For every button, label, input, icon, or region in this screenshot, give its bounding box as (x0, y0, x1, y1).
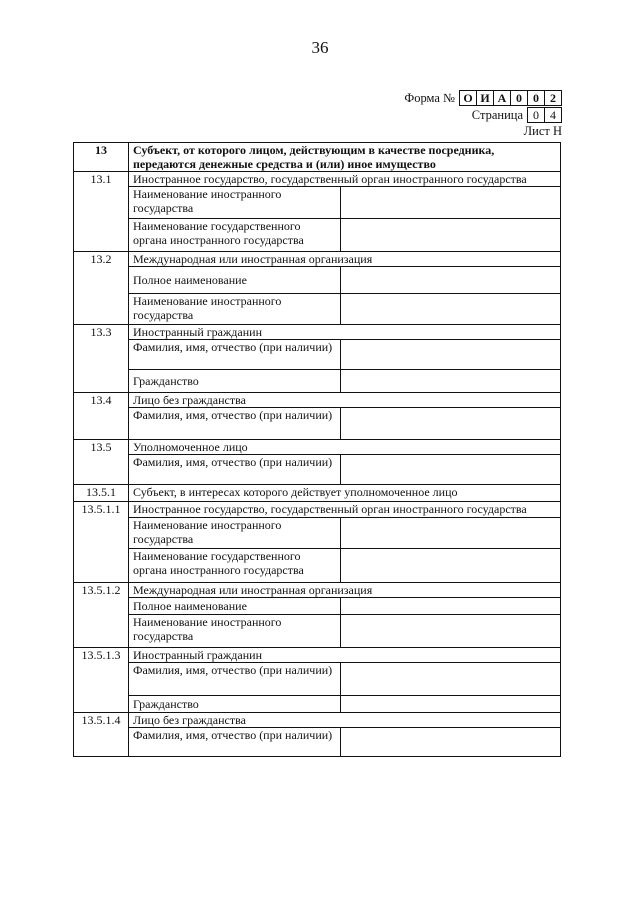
page-indicator (472, 107, 562, 123)
table-header-row (74, 143, 561, 172)
field-value-input[interactable] (341, 219, 561, 252)
field-value-input[interactable] (341, 408, 561, 440)
section-row (74, 172, 561, 187)
field-row (74, 187, 561, 219)
section-number: 13.5 (74, 440, 129, 485)
section-number: 13.5.1 (74, 485, 129, 502)
section-title: Иностранный гражданин (129, 648, 561, 663)
section-title: Иностранное государство, государственный орган иностранного государства (129, 172, 561, 187)
section-title: Иностранное государство, государственный орган иностранного государства (129, 502, 561, 518)
form-code-cell: 0 (527, 91, 544, 105)
section-row (74, 485, 561, 502)
field-row (74, 340, 561, 370)
form-number-label: Форма № (404, 90, 455, 105)
page-number: 36 (311, 38, 329, 57)
section-title: Иностранный гражданин (129, 325, 561, 340)
field-label: Наименование иностранного государства (129, 615, 341, 648)
field-value-input[interactable] (341, 455, 561, 485)
field-label: Наименование государственного органа иностранного государства (129, 219, 341, 252)
section-number: 13.5.1.3 (74, 648, 129, 713)
section-row (74, 713, 561, 728)
section-row (74, 393, 561, 408)
section-number: 13.1 (74, 172, 129, 252)
field-label: Наименование иностранного государства (129, 518, 341, 549)
field-label: Гражданство (129, 370, 341, 393)
section-title: Международная или иностранная организация (129, 583, 561, 598)
field-value-input[interactable] (341, 370, 561, 393)
section-title: Международная или иностранная организация (129, 252, 561, 267)
form-number (404, 90, 562, 106)
section-number: 13.5.1.4 (74, 713, 129, 757)
form-table (73, 142, 561, 757)
form-code-cell: А (493, 91, 510, 105)
field-row (74, 370, 561, 393)
section-row (74, 252, 561, 267)
page-code-cell: 4 (544, 108, 561, 122)
section-row (74, 325, 561, 340)
page-code-cells (527, 107, 562, 123)
page-label: Страница (471, 107, 523, 122)
field-row (74, 518, 561, 549)
field-label: Полное наименование (129, 598, 341, 615)
section-title: Лицо без гражданства (129, 713, 561, 728)
form-code-cells (459, 90, 562, 106)
field-row (74, 455, 561, 485)
field-value-input[interactable] (341, 294, 561, 325)
header-line-1: Субъект, от которого лицом, действующим в качестве посредника, (133, 143, 495, 157)
field-label: Наименование государственного органа иностранного государства (129, 549, 341, 583)
field-row (74, 728, 561, 757)
field-value-input[interactable] (341, 340, 561, 370)
field-row (74, 696, 561, 713)
field-row (74, 408, 561, 440)
form-code-cell: И (476, 91, 493, 105)
field-row (74, 219, 561, 252)
form-code-cell: 2 (544, 91, 561, 105)
field-row (74, 663, 561, 696)
field-label: Фамилия, имя, отчество (при наличии) (129, 340, 341, 370)
section-row (74, 440, 561, 455)
section-number: 13 (74, 143, 129, 172)
page-code-cell: 0 (533, 108, 539, 122)
field-value-input[interactable] (341, 549, 561, 583)
field-row (74, 294, 561, 325)
field-value-input[interactable] (341, 598, 561, 615)
section-title: Уполномоченное лицо (129, 440, 561, 455)
field-value-input[interactable] (341, 663, 561, 696)
field-value-input[interactable] (341, 267, 561, 294)
field-value-input[interactable] (341, 615, 561, 648)
section-row (74, 583, 561, 598)
field-label: Фамилия, имя, отчество (при наличии) (129, 663, 341, 696)
form-code-cell: 0 (510, 91, 527, 105)
field-row (74, 267, 561, 294)
section-number: 13.2 (74, 252, 129, 325)
field-value-input[interactable] (341, 728, 561, 757)
section-title (129, 143, 561, 172)
field-label: Наименование иностранного государства (129, 187, 341, 219)
field-value-input[interactable] (341, 187, 561, 219)
section-number: 13.5.1.1 (74, 502, 129, 583)
section-number: 13.3 (74, 325, 129, 393)
section-number: 13.4 (74, 393, 129, 440)
section-number: 13.5.1.2 (74, 583, 129, 648)
field-label: Наименование иностранного государства (129, 294, 341, 325)
field-label: Гражданство (129, 696, 341, 713)
section-row (74, 502, 561, 518)
field-label: Фамилия, имя, отчество (при наличии) (129, 455, 341, 485)
header-line-2: передаются денежные средства и (или) иное имущество (133, 157, 436, 171)
section-title: Лицо без гражданства (129, 393, 561, 408)
form-code-cell: О (463, 91, 473, 105)
field-label: Фамилия, имя, отчество (при наличии) (129, 408, 341, 440)
field-label: Фамилия, имя, отчество (при наличии) (129, 728, 341, 757)
field-value-input[interactable] (341, 696, 561, 713)
field-row (74, 598, 561, 615)
field-value-input[interactable] (341, 518, 561, 549)
field-row (74, 615, 561, 648)
field-row (74, 549, 561, 583)
field-label: Полное наименование (129, 267, 341, 294)
section-row (74, 648, 561, 663)
sheet-label: Лист Н (523, 124, 562, 138)
section-title: Субъект, в интересах которого действует уполномоченное лицо (129, 485, 561, 502)
